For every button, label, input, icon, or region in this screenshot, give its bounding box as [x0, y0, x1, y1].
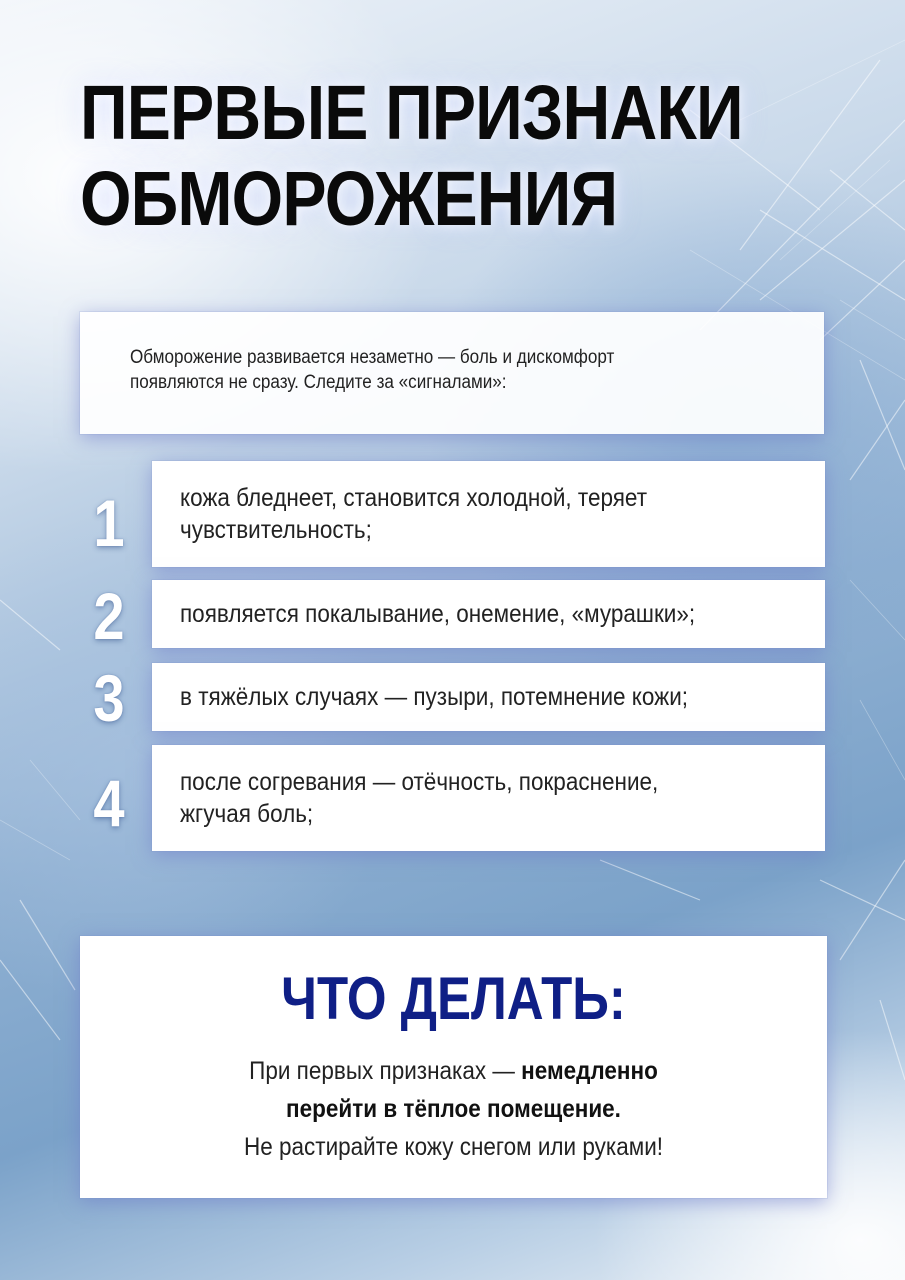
- action-line-1: [117, 1052, 789, 1090]
- sign-text-4-line-2: жгучая боль;: [180, 800, 314, 828]
- action-line-1-bold: немедленно: [521, 1057, 658, 1085]
- action-line-1-regular: При первых признаках —: [249, 1057, 522, 1085]
- sign-number-1: 1: [93, 486, 125, 560]
- page-title: [80, 70, 743, 242]
- sign-text-2: появляется покалывание, онемение, «мурашки»;: [180, 600, 696, 628]
- sign-text-4-line-1: после согревания — отёчность, покраснение,: [180, 768, 659, 796]
- action-card: [80, 936, 827, 1198]
- sign-number-4: 4: [93, 766, 125, 840]
- sign-text-4: [180, 766, 761, 830]
- intro-text: [130, 345, 796, 395]
- sign-text-3: в тяжёлых случаях — пузыри, потемнение кожи;: [180, 683, 689, 711]
- intro-card: [80, 312, 824, 434]
- sign-item-3: [152, 663, 825, 731]
- sign-number-3: 3: [93, 661, 125, 735]
- page-title-line-2: ОБМОРОЖЕНИЯ: [80, 156, 618, 242]
- action-title: ЧТО ДЕЛАТЬ:: [281, 965, 626, 1032]
- action-text: [117, 1052, 789, 1166]
- sign-number-2: 2: [93, 579, 125, 653]
- sign-item-4: [152, 745, 825, 851]
- sign-text-1-line-1: кожа бледнеет, становится холодной, теряет: [180, 484, 648, 512]
- sign-item-1: [152, 461, 825, 567]
- intro-text-line-2: появляются не сразу. Следите за «сигналами»:: [130, 372, 507, 393]
- sign-text-1-line-2: чувствительность;: [180, 516, 372, 544]
- sign-text-1: [180, 482, 761, 546]
- action-line-3: Не растирайте кожу снегом или руками!: [243, 1133, 664, 1161]
- action-line-2-bold: перейти в тёплое помещение.: [286, 1095, 621, 1123]
- action-line-2: [117, 1090, 789, 1128]
- intro-text-line-1: Обморожение развивается незаметно — боль и дискомфорт: [130, 347, 615, 368]
- sign-item-2: [152, 580, 825, 648]
- page-title-line-1: ПЕРВЫЕ ПРИЗНАКИ: [80, 70, 743, 156]
